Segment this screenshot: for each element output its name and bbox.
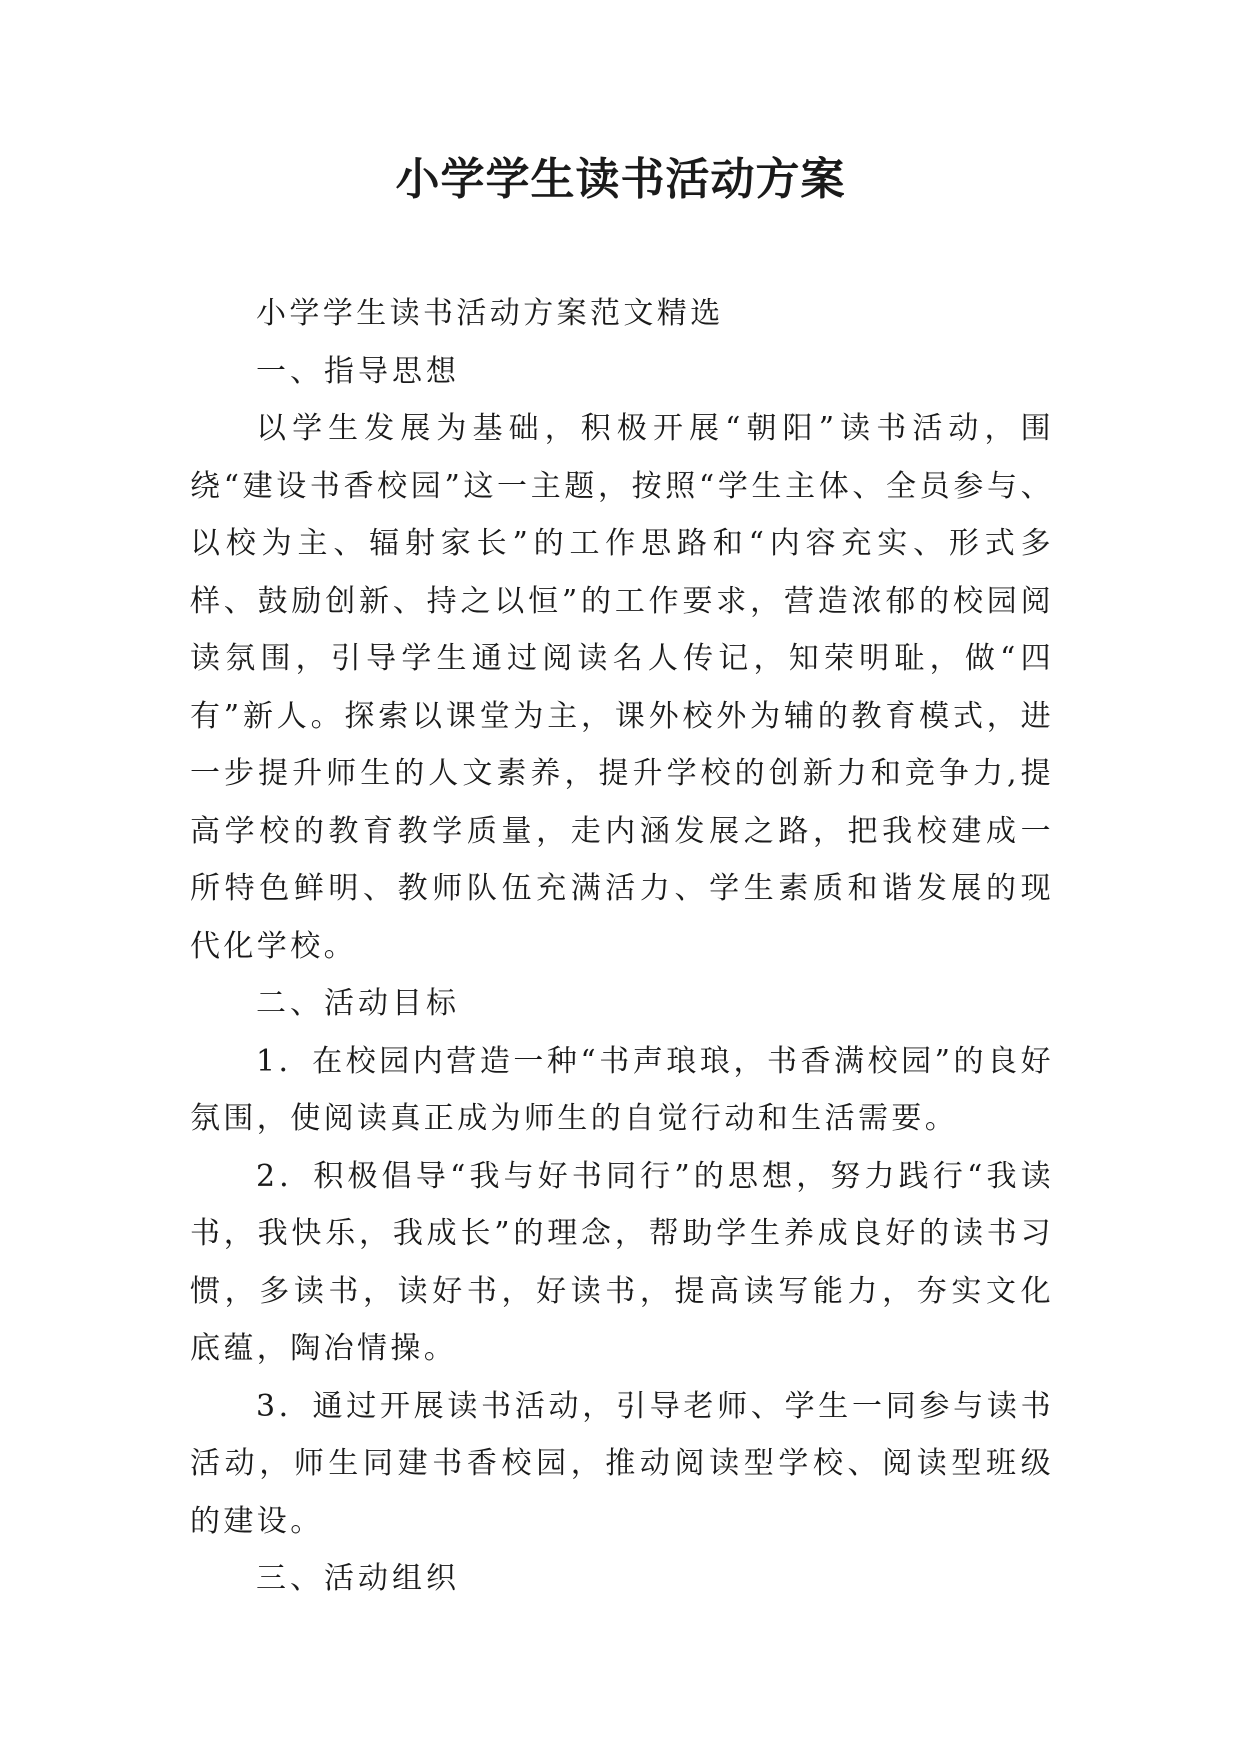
guiding-ideology-paragraph: 以学生发展为基础，积极开展“朝阳”读书活动，围绕“建设书香校园”这一主题，按照“学生主体、全员参与、以校为主、辐射家长”的工作思路和“内容充实、形式多样、鼓励创新、持之以恒”的工作要求，营造浓郁的校园阅读氛围，引导学生通过阅读名人传记，知荣明耻，做“四有”新人。探索以课堂为主，课外校外为辅的教育模式，进一步提升师生的人文素养，提升学校的创新力和竞争力,提高学校的教育教学质量，走内涵发展之路，把我校建成一所特色鲜明、教师队伍充满活力、学生素质和谐发展的现代化学校。 [190, 411, 1054, 964]
goal-item-2: 2．积极倡导“我与好书同行”的思想，努力践行“我读书，我快乐，我成长”的理念，帮助学生养成良好的读书习惯，多读书，读好书，好读书，提高读写能力，夯实文化底蕴，陶冶情操。 [190, 1158, 1054, 1366]
section-heading-activity-goals: 二、活动目标 [256, 986, 460, 1021]
document-title: 小学学生读书活动方案 [395, 154, 846, 205]
document-body [190, 285, 1054, 1608]
section-heading-guiding-ideology: 一、指导思想 [256, 353, 460, 389]
goal-item-3: 3．通过开展读书活动，引导老师、学生一同参与读书活动，师生同建书香校园，推动阅读型学校、阅读型班级的建设。 [190, 1388, 1054, 1539]
subtitle-paragraph: 小学学生读书活动方案范文精选 [256, 296, 724, 331]
section-heading-activity-organization: 三、活动组织 [256, 1561, 460, 1596]
goal-item-1: 1．在校园内营造一种“书声琅琅，书香满校园”的良好氛围，使阅读真正成为师生的自觉行动和生活需要。 [190, 1043, 1054, 1136]
